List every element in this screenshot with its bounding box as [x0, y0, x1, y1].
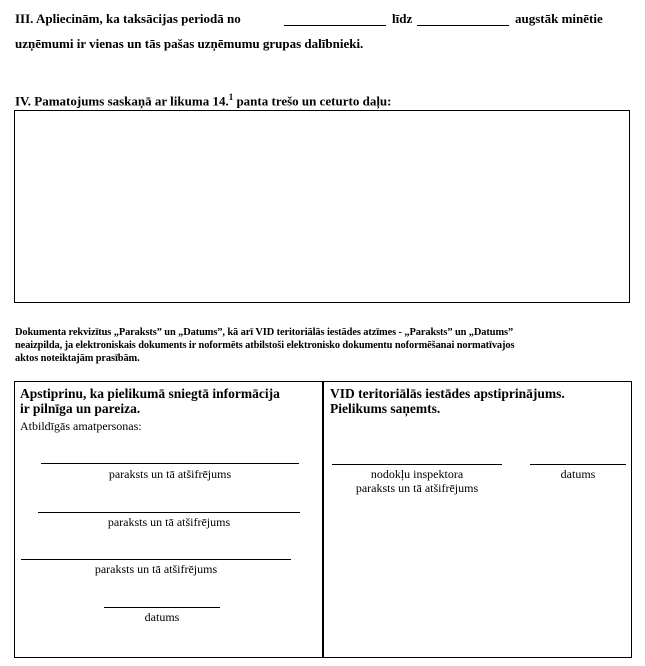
date-caption-left: datums [144, 610, 180, 624]
date-line-left[interactable] [104, 607, 220, 608]
signature-caption-2: paraksts un tā atšifrējums [107, 515, 231, 529]
date-to-field[interactable] [417, 13, 509, 26]
notice-line3: aktos noteiktajām prasībām. [15, 353, 140, 364]
section-4-title-sup: 1 [228, 92, 234, 102]
notice-line2: neaizpilda, ja elektroniskais dokuments ir noformēts atbilstoši elektronisko dokumentu noformēšanai normatīvajos [15, 340, 515, 351]
section-3-line2: uzņēmumi ir vienas un tās pašas uzņēmumu grupas dalībnieki. [15, 36, 364, 51]
left-heading-line1: Apstiprinu, ka pielikumā sniegtā informācija [20, 386, 280, 401]
signature-line-1[interactable] [41, 463, 299, 464]
inspector-caption-line2: paraksts un tā atšifrējums [355, 481, 479, 495]
inspector-signature-line[interactable] [332, 464, 502, 465]
left-box-heading [20, 386, 280, 416]
section-4-title-after: panta trešo un ceturto daļu: [233, 93, 392, 109]
section-3-line1 [15, 7, 635, 25]
left-heading-line2: ir pilnīga un pareiza. [20, 401, 141, 416]
section-3-part3: augstāk minētie [515, 11, 603, 26]
inspector-caption [332, 467, 502, 495]
date-from-field[interactable] [284, 13, 386, 26]
confirmation-section [14, 381, 632, 658]
date-line-right[interactable] [530, 464, 626, 465]
right-box [324, 382, 631, 657]
signature-caption-3: paraksts un tā atšifrējums [94, 562, 218, 576]
section-4-title-before: IV. Pamatojums saskaņā ar likuma 14. [15, 93, 229, 109]
notice-line1: Dokumenta rekvizītus „Paraksts” un „Datums”, kā arī VID teritoriālās iestādes atzīmes - „Paraksts” un „Datums” [15, 327, 514, 338]
right-box-heading [330, 386, 565, 416]
section-3-part1: III. Apliecinām, ka taksācijas periodā no [15, 11, 241, 26]
left-box-subheading: Atbildīgās amatpersonas: [20, 419, 142, 433]
signature-line-2[interactable] [38, 512, 300, 513]
signature-caption-1: paraksts un tā atšifrējums [108, 467, 232, 481]
justification-textarea[interactable] [14, 110, 630, 303]
right-heading-line2: Pielikums saņemts. [330, 401, 441, 416]
section-3-part2: līdz [392, 11, 413, 26]
section-4-title [15, 92, 392, 109]
inspector-caption-line1: nodokļu inspektora [370, 467, 464, 481]
left-box [15, 382, 322, 657]
date-caption-right: datums [560, 467, 596, 481]
signature-line-3[interactable] [21, 559, 291, 560]
right-heading-line1: VID teritoriālās iestādes apstiprinājums. [330, 386, 565, 401]
notice-text [15, 326, 514, 365]
